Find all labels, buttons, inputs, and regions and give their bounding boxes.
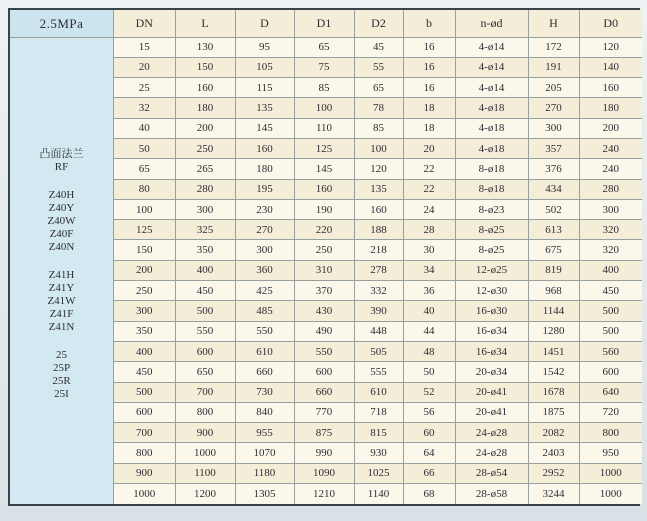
table-row: [114, 402, 642, 422]
table-cell: 4-ø14: [455, 37, 528, 57]
table-cell: 1090: [294, 463, 354, 483]
table-cell: 30: [403, 240, 455, 260]
table-cell: 200: [579, 118, 642, 138]
table-cell: 400: [114, 341, 175, 361]
table-cell: 28-ø58: [455, 484, 528, 504]
table-row: [114, 301, 642, 321]
table-cell: 4-ø14: [455, 57, 528, 77]
table-cell: 990: [294, 443, 354, 463]
table-cell: 357: [528, 138, 579, 158]
table-cell: 32: [114, 98, 175, 118]
table-cell: 840: [235, 402, 294, 422]
table-cell: 150: [114, 240, 175, 260]
table-cell: 350: [175, 240, 235, 260]
table-cell: 1144: [528, 301, 579, 321]
table-cell: 505: [354, 341, 403, 361]
table-row: [114, 484, 642, 504]
model-label: Z40W: [47, 215, 76, 227]
column-header-5: b: [403, 10, 455, 37]
table-cell: 48: [403, 341, 455, 361]
table-cell: 370: [294, 281, 354, 301]
table-cell: 20-ø41: [455, 382, 528, 402]
table-cell: 12-ø30: [455, 281, 528, 301]
table-cell: 500: [175, 301, 235, 321]
table-cell: 95: [235, 37, 294, 57]
model-group-0: [10, 148, 113, 174]
table-cell: 130: [175, 37, 235, 57]
table-cell: 220: [294, 220, 354, 240]
model-label: 25: [56, 349, 67, 361]
table-cell: 800: [114, 443, 175, 463]
table-cell: 20-ø41: [455, 402, 528, 422]
table-cell: 450: [175, 281, 235, 301]
column-header-8: D0: [579, 10, 642, 37]
table-cell: 325: [175, 220, 235, 240]
table-cell: 1210: [294, 484, 354, 504]
table-cell: 56: [403, 402, 455, 422]
model-label: Z41F: [49, 308, 74, 320]
table-row: [114, 199, 642, 219]
table-cell: 24: [403, 199, 455, 219]
table-cell: 800: [175, 402, 235, 422]
table-cell: 135: [235, 98, 294, 118]
table-cell: 16: [403, 57, 455, 77]
table-cell: 24-ø28: [455, 423, 528, 443]
table-cell: 4-ø18: [455, 118, 528, 138]
table-cell: 2403: [528, 443, 579, 463]
table-cell: 200: [114, 260, 175, 280]
table-row: [114, 463, 642, 483]
table-cell: 270: [528, 98, 579, 118]
pressure-rating-cell: 2.5MPa: [10, 10, 113, 38]
table-cell: 390: [354, 301, 403, 321]
table-cell: 430: [294, 301, 354, 321]
table-cell: 160: [579, 78, 642, 98]
table-cell: 65: [354, 78, 403, 98]
table-cell: 172: [528, 37, 579, 57]
table-cell: 610: [235, 341, 294, 361]
table-cell: 160: [294, 179, 354, 199]
table-cell: 28-ø54: [455, 463, 528, 483]
table-cell: 250: [175, 138, 235, 158]
table-cell: 1000: [114, 484, 175, 504]
table-row: [114, 362, 642, 382]
table-cell: 120: [354, 159, 403, 179]
table-cell: 1025: [354, 463, 403, 483]
table-cell: 500: [579, 321, 642, 341]
table-cell: 18: [403, 98, 455, 118]
table-cell: 555: [354, 362, 403, 382]
table-cell: 600: [579, 362, 642, 382]
table-cell: 250: [114, 281, 175, 301]
table-cell: 450: [579, 281, 642, 301]
model-label: Z41Y: [48, 282, 75, 294]
table-cell: 66: [403, 463, 455, 483]
table-cell: 125: [114, 220, 175, 240]
column-header-1: L: [175, 10, 235, 37]
table-cell: 8-ø18: [455, 159, 528, 179]
table-row: [114, 138, 642, 158]
table-cell: 60: [403, 423, 455, 443]
table-cell: 75: [294, 57, 354, 77]
table-cell: 230: [235, 199, 294, 219]
table-cell: 1875: [528, 402, 579, 422]
table-cell: 300: [579, 199, 642, 219]
table-row: [114, 341, 642, 361]
table-row: [114, 78, 642, 98]
table-cell: 20: [114, 57, 175, 77]
table-cell: 1280: [528, 321, 579, 341]
table-cell: 425: [235, 281, 294, 301]
table-cell: 1100: [175, 463, 235, 483]
table-cell: 40: [403, 301, 455, 321]
table-row: [114, 260, 642, 280]
table-cell: 160: [235, 138, 294, 158]
table-cell: 900: [175, 423, 235, 443]
table-cell: 36: [403, 281, 455, 301]
table-row: [114, 240, 642, 260]
table-cell: 2952: [528, 463, 579, 483]
table-cell: 550: [235, 321, 294, 341]
table-cell: 205: [528, 78, 579, 98]
table-cell: 34: [403, 260, 455, 280]
table-cell: 68: [403, 484, 455, 504]
table-cell: 1542: [528, 362, 579, 382]
model-label: Z41N: [48, 321, 75, 333]
table-cell: 18: [403, 118, 455, 138]
table-cell: 1070: [235, 443, 294, 463]
table-row: [114, 37, 642, 57]
table-cell: 1000: [579, 463, 642, 483]
table-row: [114, 118, 642, 138]
table-row: [114, 220, 642, 240]
table-cell: 50: [114, 138, 175, 158]
table-cell: 188: [354, 220, 403, 240]
dimensions-grid-area: [114, 10, 642, 504]
table-cell: 28: [403, 220, 455, 240]
dimension-table-frame: [8, 8, 640, 506]
table-cell: 700: [175, 382, 235, 402]
table-cell: 8-ø25: [455, 220, 528, 240]
table-cell: 770: [294, 402, 354, 422]
table-cell: 1200: [175, 484, 235, 504]
table-cell: 4-ø18: [455, 138, 528, 158]
table-cell: 16-ø34: [455, 321, 528, 341]
table-cell: 490: [294, 321, 354, 341]
table-cell: 1140: [354, 484, 403, 504]
table-cell: 78: [354, 98, 403, 118]
table-cell: 278: [354, 260, 403, 280]
table-cell: 16: [403, 78, 455, 98]
table-cell: 900: [114, 463, 175, 483]
column-header-3: D1: [294, 10, 354, 37]
table-cell: 600: [175, 341, 235, 361]
table-cell: 16-ø34: [455, 341, 528, 361]
table-cell: 135: [354, 179, 403, 199]
table-cell: 1678: [528, 382, 579, 402]
table-cell: 180: [175, 98, 235, 118]
table-cell: 64: [403, 443, 455, 463]
table-cell: 1180: [235, 463, 294, 483]
table-row: [114, 57, 642, 77]
model-label: Z40F: [49, 228, 74, 240]
table-cell: 40: [114, 118, 175, 138]
table-cell: 600: [294, 362, 354, 382]
table-cell: 12-ø25: [455, 260, 528, 280]
table-cell: 300: [235, 240, 294, 260]
table-cell: 218: [354, 240, 403, 260]
table-cell: 270: [235, 220, 294, 240]
table-cell: 730: [235, 382, 294, 402]
table-cell: 20-ø34: [455, 362, 528, 382]
table-cell: 120: [579, 37, 642, 57]
table-cell: 332: [354, 281, 403, 301]
table-cell: 1000: [175, 443, 235, 463]
table-cell: 718: [354, 402, 403, 422]
table-cell: 180: [579, 98, 642, 118]
table-cell: 950: [579, 443, 642, 463]
table-cell: 180: [235, 159, 294, 179]
table-cell: 191: [528, 57, 579, 77]
table-cell: 85: [294, 78, 354, 98]
table-cell: 500: [114, 382, 175, 402]
table-cell: 400: [579, 260, 642, 280]
table-row: [114, 382, 642, 402]
table-cell: 400: [175, 260, 235, 280]
table-cell: 700: [114, 423, 175, 443]
table-cell: 550: [294, 341, 354, 361]
table-row: [114, 321, 642, 341]
table-cell: 310: [294, 260, 354, 280]
table-cell: 8-ø18: [455, 179, 528, 199]
table-cell: 300: [175, 199, 235, 219]
table-cell: 4-ø14: [455, 78, 528, 98]
table-cell: 16-ø30: [455, 301, 528, 321]
model-label: Z40N: [48, 241, 75, 253]
column-header-4: D2: [354, 10, 403, 37]
table-cell: 265: [175, 159, 235, 179]
table-cell: 145: [294, 159, 354, 179]
table-cell: 15: [114, 37, 175, 57]
table-cell: 819: [528, 260, 579, 280]
table-cell: 930: [354, 443, 403, 463]
table-cell: 1451: [528, 341, 579, 361]
valve-series-panel: [10, 10, 114, 504]
model-label: 25R: [52, 375, 71, 387]
table-cell: 195: [235, 179, 294, 199]
column-header-7: H: [528, 10, 579, 37]
table-cell: 16: [403, 37, 455, 57]
model-label: 25I: [54, 388, 69, 400]
table-header-row: [114, 10, 642, 37]
table-cell: 560: [579, 341, 642, 361]
table-cell: 600: [114, 402, 175, 422]
table-cell: 55: [354, 57, 403, 77]
table-cell: 434: [528, 179, 579, 199]
model-label: 凸面法兰: [39, 148, 84, 160]
table-cell: 200: [175, 118, 235, 138]
table-cell: 1305: [235, 484, 294, 504]
table-cell: 613: [528, 220, 579, 240]
table-cell: 650: [175, 362, 235, 382]
table-cell: 800: [579, 423, 642, 443]
table-cell: 485: [235, 301, 294, 321]
table-cell: 140: [579, 57, 642, 77]
table-cell: 125: [294, 138, 354, 158]
table-cell: 22: [403, 159, 455, 179]
table-cell: 815: [354, 423, 403, 443]
table-cell: 80: [114, 179, 175, 199]
table-cell: 45: [354, 37, 403, 57]
table-cell: 280: [175, 179, 235, 199]
table-cell: 320: [579, 240, 642, 260]
table-cell: 550: [175, 321, 235, 341]
table-cell: 150: [175, 57, 235, 77]
table-row: [114, 159, 642, 179]
table-cell: 8-ø23: [455, 199, 528, 219]
table-cell: 500: [579, 301, 642, 321]
model-label: RF: [54, 161, 69, 173]
table-cell: 376: [528, 159, 579, 179]
table-cell: 44: [403, 321, 455, 341]
table-cell: 65: [114, 159, 175, 179]
table-row: [114, 179, 642, 199]
table-cell: 4-ø18: [455, 98, 528, 118]
model-label: 25P: [52, 362, 71, 374]
table-cell: 660: [235, 362, 294, 382]
dimensions-table: [114, 10, 642, 504]
table-cell: 448: [354, 321, 403, 341]
model-label: Z40H: [48, 189, 75, 201]
table-cell: 280: [579, 179, 642, 199]
table-cell: 145: [235, 118, 294, 138]
table-cell: 240: [579, 159, 642, 179]
table-cell: 875: [294, 423, 354, 443]
table-cell: 160: [354, 199, 403, 219]
table-cell: 50: [403, 362, 455, 382]
table-row: [114, 423, 642, 443]
table-cell: 360: [235, 260, 294, 280]
table-cell: 20: [403, 138, 455, 158]
table-row: [114, 98, 642, 118]
table-cell: 300: [528, 118, 579, 138]
model-label: Z40Y: [48, 202, 75, 214]
table-cell: 610: [354, 382, 403, 402]
table-cell: 100: [354, 138, 403, 158]
table-cell: 100: [294, 98, 354, 118]
table-cell: 720: [579, 402, 642, 422]
table-cell: 100: [114, 199, 175, 219]
table-cell: 300: [114, 301, 175, 321]
model-group-2: [10, 269, 113, 334]
table-cell: 52: [403, 382, 455, 402]
table-cell: 85: [354, 118, 403, 138]
table-cell: 190: [294, 199, 354, 219]
table-cell: 450: [114, 362, 175, 382]
table-cell: 502: [528, 199, 579, 219]
table-cell: 115: [235, 78, 294, 98]
table-cell: 320: [579, 220, 642, 240]
model-group-3: [10, 349, 113, 401]
table-cell: 660: [294, 382, 354, 402]
table-cell: 22: [403, 179, 455, 199]
table-cell: 1000: [579, 484, 642, 504]
table-cell: 240: [579, 138, 642, 158]
valve-models-list: [10, 38, 113, 504]
table-cell: 65: [294, 37, 354, 57]
column-header-6: n-ød: [455, 10, 528, 37]
table-cell: 640: [579, 382, 642, 402]
table-row: [114, 281, 642, 301]
column-header-0: DN: [114, 10, 175, 37]
table-cell: 25: [114, 78, 175, 98]
model-group-1: [10, 189, 113, 254]
table-row: [114, 443, 642, 463]
table-cell: 160: [175, 78, 235, 98]
table-cell: 675: [528, 240, 579, 260]
table-cell: 350: [114, 321, 175, 341]
model-label: Z41W: [47, 295, 76, 307]
table-cell: 250: [294, 240, 354, 260]
table-cell: 24-ø28: [455, 443, 528, 463]
table-cell: 105: [235, 57, 294, 77]
table-cell: 8-ø25: [455, 240, 528, 260]
table-cell: 968: [528, 281, 579, 301]
model-label: Z41H: [48, 269, 75, 281]
table-cell: 110: [294, 118, 354, 138]
table-cell: 2082: [528, 423, 579, 443]
table-cell: 3244: [528, 484, 579, 504]
table-cell: 955: [235, 423, 294, 443]
column-header-2: D: [235, 10, 294, 37]
